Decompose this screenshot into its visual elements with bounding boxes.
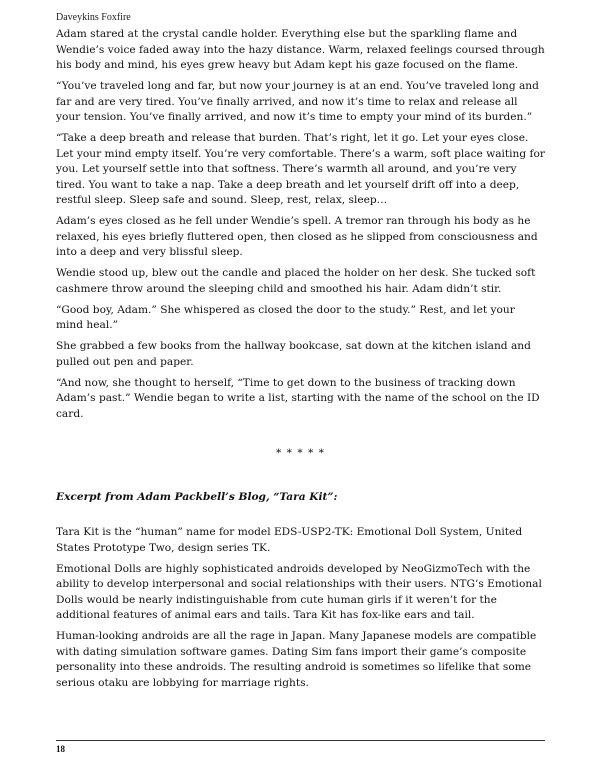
scene-break: * * * * *	[276, 447, 325, 459]
body-paragraph: “Take a deep breath and release that burden. That’s right, let it go. Let your eyes close. Let your mind empty itself. You’re very comfortable. There’s a warm, soft place waiting for you. Let yourself settle into that softness. There’s warmth all around, and you’re very tired. You want to take a nap. Take a deep breath and let yourself drift off into a deep, restful sleep. Sleep safe and sound. Sleep, rest, relax, sleep…	[56, 132, 545, 206]
body-paragraph: “And now, she thought to herself, “Time to get down to the business of tracking down Adam’s past.” Wendie began to write a list, starting with the name of the school on the ID card.	[56, 376, 540, 420]
page-number: 18	[56, 744, 65, 754]
excerpt-paragraph: Human-looking androids are all the rage in Japan. Many Japanese models are compatible with dating simulation software games. Dating Sim fans import their game’s composite personality into these androids. The resulting android is sometimes so lifelike that some serious otaku are lobbying for marriage rights.	[56, 630, 537, 689]
footer-rule	[56, 740, 545, 741]
running-head: Daveykins Foxfire	[56, 12, 131, 23]
page-body	[56, 27, 545, 697]
body-paragraph: Adam stared at the crystal candle holder. Everything else but the sparkling flame and Wendie’s voice faded away into the hazy distance. Warm, relaxed feelings coursed through his body and mind, his eyes grew heavy but Adam kept his gaze focused on the flame.	[56, 28, 545, 71]
body-paragraph: “You’ve traveled long and far, but now your journey is at an end. You’ve traveled long and far and are very tired. You’ve finally arrived, and now it’s time to relax and release all your tension. You’ve finally arrived, and now it’s time to empty your mind of its burden.”	[56, 80, 539, 123]
body-paragraph: “Good boy, Adam.” She whispered as closed the door to the study.” Rest, and let your mind heal.”	[56, 303, 515, 331]
excerpt-paragraph: Tara Kit is the “human” name for model EDS-USP2-TK: Emotional Doll System, United States Prototype Two, design series TK.	[56, 526, 523, 554]
body-paragraph: She grabbed a few books from the hallway bookcase, sat down at the kitchen island and pulled out pen and paper.	[56, 340, 531, 368]
body-paragraph: Adam’s eyes closed as he fell under Wendie’s spell. A tremor ran through his body as he relaxed, his eyes briefly fluttered open, then closed as he slipped from consciousness and into a deep and very blissful sleep.	[56, 215, 538, 258]
excerpt-paragraph: Emotional Dolls are highly sophisticated androids developed by NeoGizmoTech with the ability to develop interpersonal and social relationships with their users. NTG’s Emotional Dolls would be nearly indistinguishable from cute human girls if it weren’t for the additional features of animal ears and tails. Tara Kit has fox-like ears and tail.	[56, 562, 542, 621]
excerpt-title: Excerpt from Adam Packbell’s Blog, “Tara Kit”:	[56, 490, 338, 503]
body-paragraph: Wendie stood up, blew out the candle and placed the holder on her desk. She tucked soft cashmere throw around the sleeping child and smoothed his hair. Adam didn’t stir.	[56, 267, 536, 295]
